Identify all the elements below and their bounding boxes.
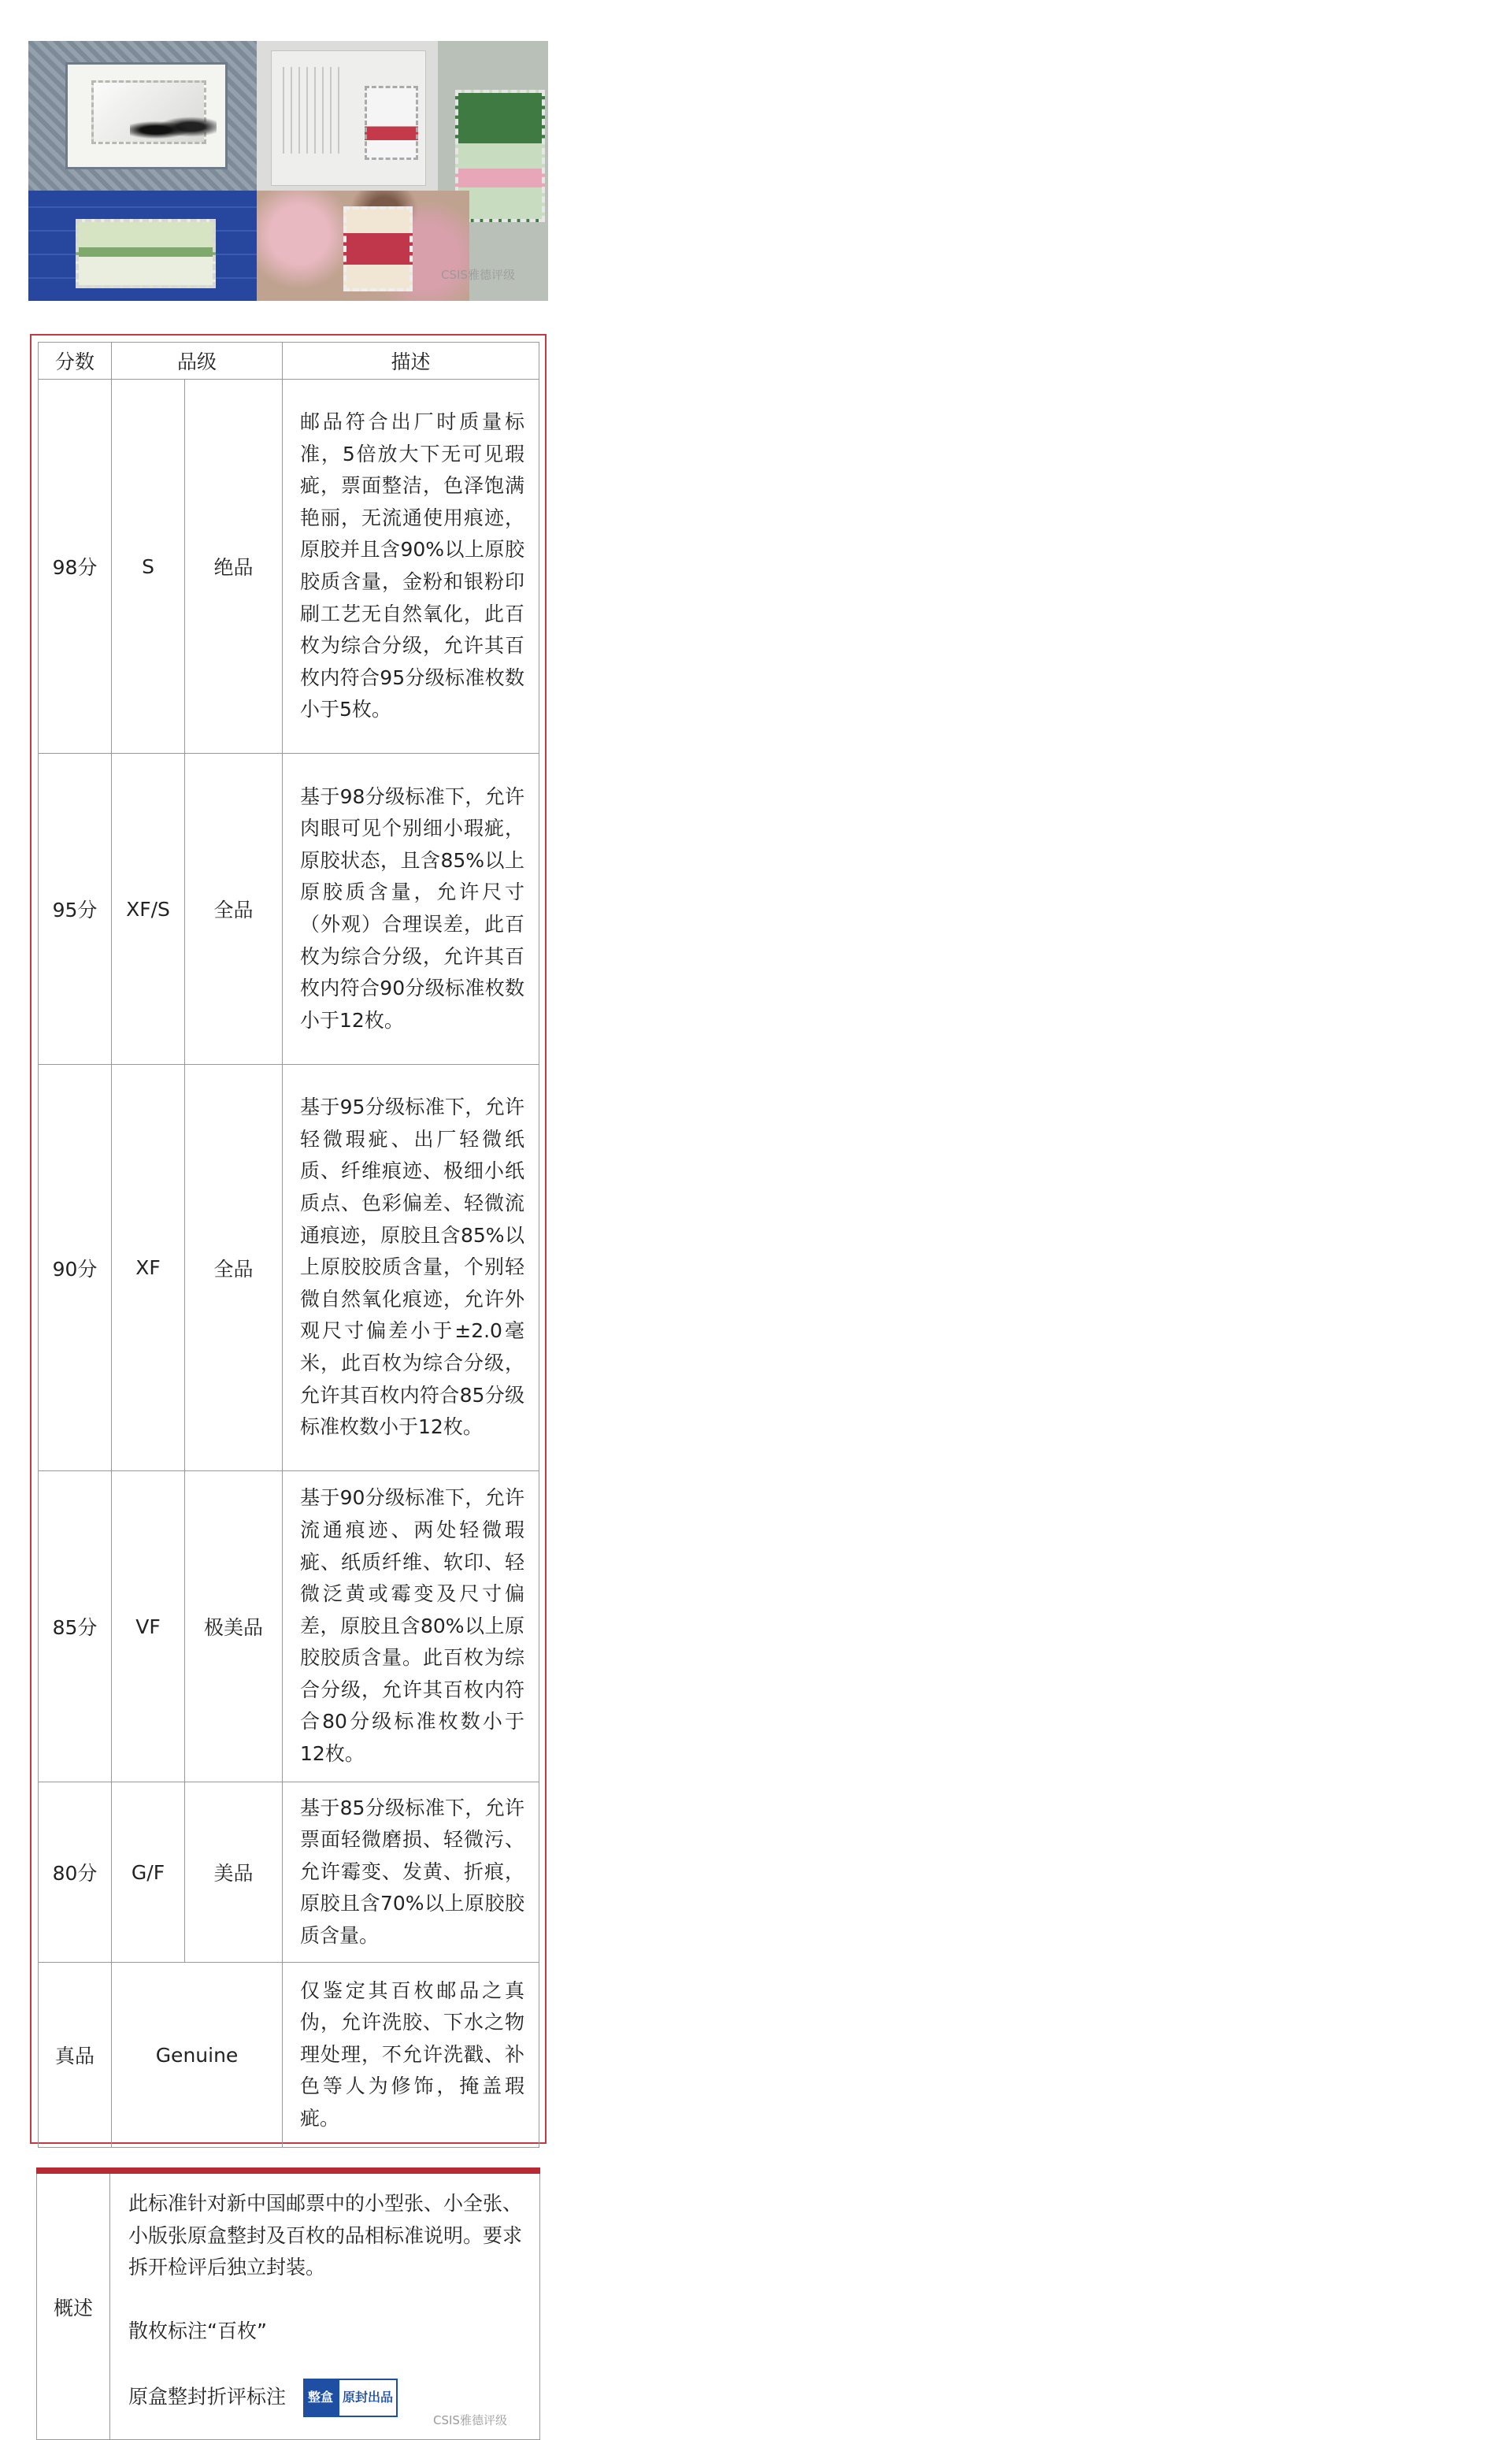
sealed-box-badge xyxy=(303,2379,398,2417)
grading-table-frame xyxy=(30,334,547,2144)
overview-body xyxy=(128,2188,526,2417)
grade-cell: 全品 xyxy=(185,754,283,1065)
score-cell: 85分 xyxy=(39,1471,112,1782)
overview-paragraph: 此标准针对新中国邮票中的小型张、小全张、小版张原盒整封及百枚的品相标准说明。要求拆开检评后独立封装。 xyxy=(128,2192,523,2279)
classical-lady-sheet-image xyxy=(257,191,469,301)
table-header-row xyxy=(39,343,539,380)
code-cell: XF xyxy=(112,1065,185,1471)
code-cell: VF xyxy=(112,1471,185,1782)
score-cell: 95分 xyxy=(39,754,112,1065)
code-cell: S xyxy=(112,380,185,754)
score-cell: 真品 xyxy=(39,1963,112,2148)
grade-cell: 极美品 xyxy=(185,1471,283,1782)
code-cell: Genuine xyxy=(112,1963,283,2148)
grade-cell: 美品 xyxy=(185,1782,283,1963)
table-row xyxy=(39,1471,539,1782)
grading-table xyxy=(38,342,539,2148)
table-row xyxy=(39,380,539,754)
calligraphy-sheet-image xyxy=(257,41,438,191)
description-cell: 基于85分级标准下，允许票面轻微磨损、轻微污、允许霉变、发黄、折痕，原胶且含70%以上原胶胶质含量。 xyxy=(283,1782,539,1963)
score-cell: 90分 xyxy=(39,1065,112,1471)
stamp-collage-banner xyxy=(28,41,548,301)
sealed-box-note-text: 原盒整封折评标注 xyxy=(128,2385,287,2408)
header-score: 分数 xyxy=(39,343,112,380)
header-description: 描述 xyxy=(283,343,539,380)
grade-cell: 全品 xyxy=(185,1065,283,1471)
description-cell: 基于95分级标准下，允许轻微瑕疵、出厂轻微纸质、纤维痕迹、极细小纸质点、色彩偏差、轻微流通痕迹，原胶且含85%以上原胶胶质含量，个别轻微自然氧化痕迹，允许外观尺寸偏差小于±2.0毫米，此百枚为综合分级，允许其百枚内符合85分级标准枚数小于12枚。 xyxy=(283,1065,539,1471)
description-cell: 仅鉴定其百枚邮品之真伪，允许洗胶、下水之物理处理，不允许洗戳、补色等人为修饰，掩盖瑕疵。 xyxy=(283,1963,539,2148)
table-row xyxy=(39,1065,539,1471)
overview-box xyxy=(36,2174,540,2440)
code-cell: G/F xyxy=(112,1782,185,1963)
description-cell: 基于90分级标准下，允许流通痕迹、两处轻微瑕疵、纸质纤维、软印、轻微泛黄或霉变及尺寸偏差，原胶且含80%以上原胶胶质含量。此百枚为综合分级，允许其百枚内符合80分级标准枚数小于12枚。 xyxy=(283,1471,539,1782)
score-cell: 80分 xyxy=(39,1782,112,1963)
badge-right-label: 原封出品 xyxy=(338,2379,398,2417)
bridge-stamp-image xyxy=(28,191,257,301)
description-cell: 邮品符合出厂时质量标准，5倍放大下无可见瑕疵，票面整洁，色泽饱满艳丽，无流通使用痕迹，原胶并且含90%以上原胶胶质含量，金粉和银粉印刷工艺无自然氧化，此百枚为综合分级，允许其百枚内符合95分级标准枚数小于5枚。 xyxy=(283,380,539,754)
watermark: CSIS雅德评级 xyxy=(433,2413,507,2427)
overview-accent-bar xyxy=(36,2167,540,2174)
table-row xyxy=(39,1782,539,1963)
loose-stamp-note: 散枚标注“百枚” xyxy=(128,2319,267,2342)
code-cell: XF/S xyxy=(112,754,185,1065)
watermark: CSIS雅德评级 xyxy=(441,268,515,282)
grade-cell: 绝品 xyxy=(185,380,283,754)
badge-left-label: 整盒 xyxy=(303,2379,338,2417)
table-row xyxy=(39,754,539,1065)
overview-label: 概述 xyxy=(37,2174,110,2439)
galloping-horses-sheet-image xyxy=(28,41,257,191)
description-cell: 基于98分级标准下，允许肉眼可见个别细小瑕疵，原胶状态，且含85%以上原胶质含量，允许尺寸（外观）合理误差，此百枚为综合分级，允许其百枚内符合90分级标准枚数小于12枚。 xyxy=(283,754,539,1065)
header-grade: 品级 xyxy=(112,343,283,380)
score-cell: 98分 xyxy=(39,380,112,754)
table-row xyxy=(39,1963,539,2148)
